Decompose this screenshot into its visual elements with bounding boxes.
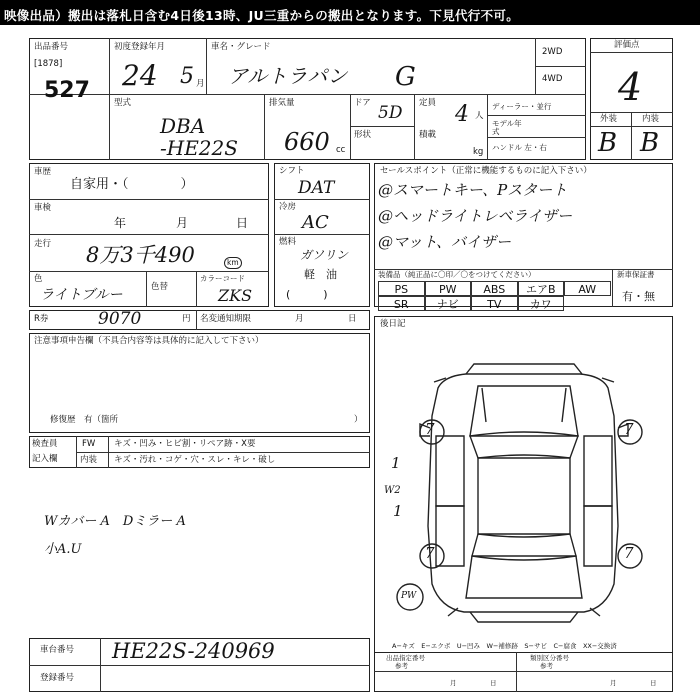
mark-spare: PW <box>401 591 417 601</box>
post-note-label: 後日記 <box>380 319 406 329</box>
fw-label: FW <box>82 439 96 449</box>
equipment-item: AW <box>564 281 611 296</box>
fuel-value: ガソリン <box>300 248 349 262</box>
displacement-label: 排気量 <box>269 98 295 108</box>
fuel-paren: ( ) <box>286 288 328 301</box>
stamp-day-2: 日 <box>650 679 657 687</box>
stamp-ref-1: 参考 <box>395 662 408 670</box>
lot-sub: [1878] <box>34 59 63 69</box>
car-name-label: 車名・グレード <box>211 42 271 52</box>
cooling-value: AC <box>302 212 329 233</box>
equipment-item: PS <box>378 281 425 296</box>
lot-label: 出品番号 <box>34 42 69 52</box>
handle-label: ハンドル 左・右 <box>492 143 547 152</box>
displacement-unit: cc <box>336 145 346 155</box>
history-label: 車歴 <box>34 167 52 177</box>
equipment-label: 装備品（純正品に〇印／〇をつけてください） <box>378 270 536 279</box>
history-value: 自家用・（ ） <box>70 177 194 192</box>
repair-history-end: ） <box>354 415 363 425</box>
stamp-ref-2: 参考 <box>540 662 553 670</box>
interior-label: 内装 <box>642 114 660 124</box>
equipment-item: ナビ <box>425 296 472 311</box>
interior-score: B <box>640 128 660 158</box>
mileage-label: 走行 <box>34 239 52 249</box>
mileage-value: 8万3千490 <box>86 243 195 267</box>
warranty-value: 有・無 <box>622 290 655 303</box>
mark-rear-right: 7 <box>624 544 634 562</box>
inspector-label-1: 検査員 <box>32 439 58 449</box>
notice-label: 名変通知期限 <box>200 314 252 324</box>
doors-label: ドア <box>354 98 371 108</box>
displacement-value: 660 <box>284 128 330 156</box>
stamp-month-2: 月 <box>610 679 617 687</box>
equipment-item: PW <box>425 281 472 296</box>
capacity-value: 4 <box>455 102 469 127</box>
mark-front-right: 7 <box>624 420 634 438</box>
interior-items: キズ・汚れ・コゲ・穴・スレ・キレ・破し <box>114 455 276 465</box>
chassis-value: HE22S-240969 <box>112 639 275 663</box>
equipment-item: SR <box>378 296 425 311</box>
equipment-item: TV <box>471 296 518 311</box>
color-value: ライトブルー <box>40 287 123 303</box>
recycle-unit: 円 <box>182 314 191 324</box>
inspection-month: 月 <box>176 216 189 230</box>
model-year-label: モデル年式 <box>492 119 522 136</box>
sales-line-1: @スマートキー、Pスタート <box>378 181 568 199</box>
warranty-label: 新車保証書 <box>617 270 655 279</box>
sales-line-2: @ヘッドライトレベライザー <box>378 207 573 225</box>
mileage-unit: km <box>224 257 242 269</box>
dealer-label: ディーラー・並行 <box>492 102 552 111</box>
first-reg-month-unit: 月 <box>196 79 205 89</box>
first-reg-label: 初度登録年月 <box>114 42 166 52</box>
color-change-label: 色替 <box>151 282 169 292</box>
inspector-label-2: 記入欄 <box>32 454 58 464</box>
shift-value: DAT <box>298 178 335 198</box>
model-value-2: -HE22S <box>160 136 238 160</box>
notes-label: 注意事項申告欄（不具合内容等は具体的に記入して下さい） <box>34 336 264 346</box>
inspection-label: 車検 <box>34 203 52 213</box>
stamp-r2: 類別区分番号 <box>530 654 569 662</box>
mark-side-1: 1 <box>391 454 401 472</box>
color-code-value: ZKS <box>218 286 253 305</box>
equipment-item: カワ <box>518 296 565 311</box>
color-label: 色 <box>34 274 43 284</box>
exterior-score: B <box>598 128 618 158</box>
mark-side-2: 1 <box>393 502 403 520</box>
stamp-r1: 出品指定番号 <box>386 654 425 662</box>
load-unit: kg <box>473 147 484 157</box>
capacity-label: 定員 <box>419 98 437 108</box>
cooling-label: 冷房 <box>279 202 297 212</box>
lot-number: 527 <box>44 78 90 103</box>
fuel-printed: 軽 油 <box>304 268 337 281</box>
damage-legend: A−キズ E−エクボ U−凹み W−補修跡 S−サビ C−腐食 XX−交換済 <box>392 642 617 650</box>
equipment-item: ABS <box>471 281 518 296</box>
color-code-label: カラーコード <box>200 274 245 283</box>
notice-month: 月 <box>295 314 304 324</box>
capacity-unit: 人 <box>475 111 484 121</box>
sales-label: セールスポイント（正常に機能するものに記入下さい） <box>380 166 592 176</box>
model-value-1: DBA <box>160 114 206 138</box>
fuel-label: 燃料 <box>279 237 297 247</box>
recycle-value: 9070 <box>98 309 142 329</box>
notice-day: 日 <box>348 314 357 324</box>
repair-history: 修復歴 有（箇所 <box>50 415 119 425</box>
header-banner: 映像出品）搬出は落札日含む4日後13時、JU三重からの搬出となります。下見代行不可。 <box>0 0 700 25</box>
sales-line-3: @マット、バイザー <box>378 233 512 251</box>
mark-rear-left: 7 <box>425 544 435 562</box>
grade-value: G <box>395 62 416 92</box>
doors-value: 5D <box>378 103 403 123</box>
mark-side-w2: W2 <box>384 485 401 496</box>
car-name-value: アルトラパン <box>228 64 348 88</box>
fw-items: キズ・凹み・ヒビ割・リペア跡・X要 <box>114 439 256 449</box>
chassis-label: 車台番号 <box>40 645 75 655</box>
shape-label: 形状 <box>354 130 372 140</box>
remark-line-1: Wカバー A Dミラー A <box>44 514 186 529</box>
model-label: 型式 <box>114 98 132 108</box>
shift-label: シフト <box>279 166 305 176</box>
remark-line-2: 小A.U <box>44 542 82 557</box>
inspection-day: 日 <box>236 216 249 230</box>
score-value: 4 <box>618 65 643 109</box>
car-diagram <box>374 316 673 692</box>
exterior-label: 外装 <box>600 114 618 124</box>
recycle-label: R券 <box>34 314 49 324</box>
stamp-month-1: 月 <box>450 679 457 687</box>
first-reg-month: 5 <box>180 64 194 89</box>
equipment-item: エアB <box>518 281 565 296</box>
drive-4wd: 4WD <box>542 74 563 84</box>
drive-2wd: 2WD <box>542 47 563 57</box>
mark-front-left: 7 <box>425 420 435 438</box>
first-reg-year: 24 <box>122 59 158 92</box>
score-label: 評価点 <box>614 40 640 50</box>
registration-label: 登録番号 <box>40 673 75 683</box>
interior-check-label: 内装 <box>80 455 98 465</box>
load-label: 積載 <box>419 130 437 140</box>
stamp-day-1: 日 <box>490 679 497 687</box>
inspection-year: 年 <box>114 216 127 230</box>
